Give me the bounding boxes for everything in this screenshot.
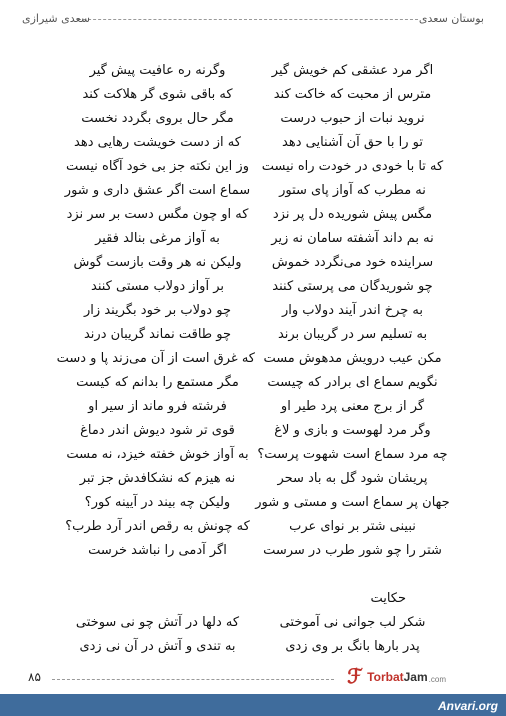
hemistich-second: قوی تر شود دیوش اندر دماغ — [80, 422, 235, 438]
hemistich-second: چو دولاب بر خود بگریند زار — [84, 302, 231, 318]
logo-mark-icon: ℱ — [347, 666, 363, 688]
section-gap — [60, 562, 450, 586]
hemistich-second: که دلها در آتش چو نی سوختی — [75, 614, 240, 630]
couplet-row — [60, 538, 450, 562]
poem-body — [56, 58, 450, 658]
couplet-row — [60, 82, 450, 106]
couplet-row — [60, 202, 450, 226]
hemistich-first: گر از برج معنی پرد طیر او — [280, 398, 425, 414]
couplet-row — [60, 274, 450, 298]
hemistich-second: وگرنه ره عافیت پیش گیر — [89, 62, 226, 78]
hemistich-second: سماع است اگر عشق داری و شور — [64, 182, 251, 198]
hemistich-second: اگر آدمی را نباشد خرست — [88, 542, 227, 558]
hemistich-second: که غرق است از آن می‌زند پا و دست — [56, 350, 255, 366]
hemistich-first: شتر را چو شور طرب در سرست — [263, 542, 442, 558]
couplet-row — [60, 322, 450, 346]
section-title: حکایت — [370, 590, 406, 606]
couplet-row — [60, 490, 450, 514]
bottom-bar — [0, 694, 506, 716]
hemistich-second: که او چون مگس دست بر سر نزد — [66, 206, 249, 222]
hemistich-first: پریشان شود گل به باد سحر — [277, 470, 428, 486]
hemistich-second: که چونش به رقص اندر آرد طرب؟ — [65, 518, 250, 534]
hemistich-first: که تا با خودی در خودت راه نیست — [261, 158, 444, 174]
hemistich-first: شکر لب جوانی نی آموختی — [279, 614, 426, 630]
page-number: ۸۵ — [28, 670, 41, 684]
hemistich-first: نه بم داند آشفته سامان نه زیر — [271, 230, 434, 246]
hemistich-second: وز این نکته جز بی خود آگاه نیست — [66, 158, 249, 174]
hemistich-second: مگر مستمع را بدانم که کیست — [76, 374, 239, 390]
hemistich-second: فرشته فرو ماند از سیر او — [88, 398, 227, 414]
hemistich-second: که باقی شوی گر هلاکت کند — [82, 86, 233, 102]
couplet-row — [60, 250, 450, 274]
couplet-row — [60, 106, 450, 130]
hemistich-second: که از دست خویشت رهایی دهد — [74, 134, 241, 150]
hemistich-first: سراینده خود می‌نگردد خموش — [271, 254, 434, 270]
hemistich-second: مگر حال بروی بگردد نخست — [81, 110, 234, 126]
hemistich-first: مگس پیش شوریده دل پر نزد — [272, 206, 433, 222]
footer-divider — [52, 679, 334, 680]
couplet-row — [60, 298, 450, 322]
hemistich-first: پدر بارها بانگ بر وی زدی — [285, 638, 420, 654]
couplet-row — [60, 514, 450, 538]
header-divider — [78, 19, 418, 20]
watermark: Anvari.org — [437, 699, 498, 713]
author-name: سعدی شیرازی — [22, 12, 90, 25]
couplet-row — [60, 442, 450, 466]
hemistich-second: بر آواز دولاب مستی کنند — [91, 278, 224, 294]
couplet-row — [60, 610, 450, 634]
hemistich-first: نروید نبات از حبوب درست — [280, 110, 425, 126]
logo-text: TorbatJam — [367, 670, 428, 684]
couplet-row — [60, 154, 450, 178]
hemistich-first: اگر مرد عشقی کم خویش گیر — [271, 62, 434, 78]
hemistich-second: ولیکن چه بیند در آیینه کور؟ — [84, 494, 231, 510]
logo-suffix: .com — [428, 674, 446, 684]
couplet-row — [60, 130, 450, 154]
page-header — [0, 0, 506, 40]
hemistich-first: مترس از محبت که خاکت کند — [273, 86, 432, 102]
hemistich-second: به آواز خوش خفته خیزد، نه مست — [66, 446, 249, 462]
hemistich-first: تو را با حق آن آشنایی دهد — [282, 134, 423, 150]
hemistich-second: به تندی و آتش در آن نی زدی — [79, 638, 236, 654]
site-logo[interactable] — [347, 666, 446, 688]
hemistich-first: نبینی شتر بر نوای عرب — [289, 518, 416, 534]
hemistich-first: چو شوریدگان می پرستی کنند — [272, 278, 433, 294]
couplet-row — [56, 346, 450, 370]
couplet-row — [60, 226, 450, 250]
hemistich-first: نه مطرب که آواز پای ستور — [279, 182, 426, 198]
hemistich-second: نه هیزم که نشکافدش جز تبر — [79, 470, 236, 486]
hemistich-first: چه مرد سماع است شهوت پرست؟ — [257, 446, 448, 462]
hemistich-first: وگر مرد لهوست و بازی و لاغ — [274, 422, 431, 438]
hemistich-second: به آواز مرغی بنالد فقیر — [95, 230, 220, 246]
couplet-row — [60, 370, 450, 394]
hemistich-second: چو طاقت نماند گریبان درند — [83, 326, 232, 342]
hemistich-first: جهان پر سماع است و مستی و شور — [255, 494, 450, 510]
hemistich-first: نگویم سماع ای برادر که چیست — [267, 374, 438, 390]
couplet-row — [60, 178, 450, 202]
hemistich-first: به چرخ اندر آیند دولاب وار — [281, 302, 424, 318]
hemistich-first: مکن عیب درویش مدهوش مست — [263, 350, 442, 366]
hemistich-first: به تسلیم سر در گریبان برند — [277, 326, 428, 342]
couplet-row — [60, 58, 450, 82]
couplet-row — [60, 466, 450, 490]
couplet-row — [60, 418, 450, 442]
hemistich-second: ولیکن نه هر وقت بازست گوش — [73, 254, 242, 270]
book-title: بوستان سعدی — [418, 12, 484, 25]
couplet-row — [60, 634, 450, 658]
couplet-row — [60, 394, 450, 418]
